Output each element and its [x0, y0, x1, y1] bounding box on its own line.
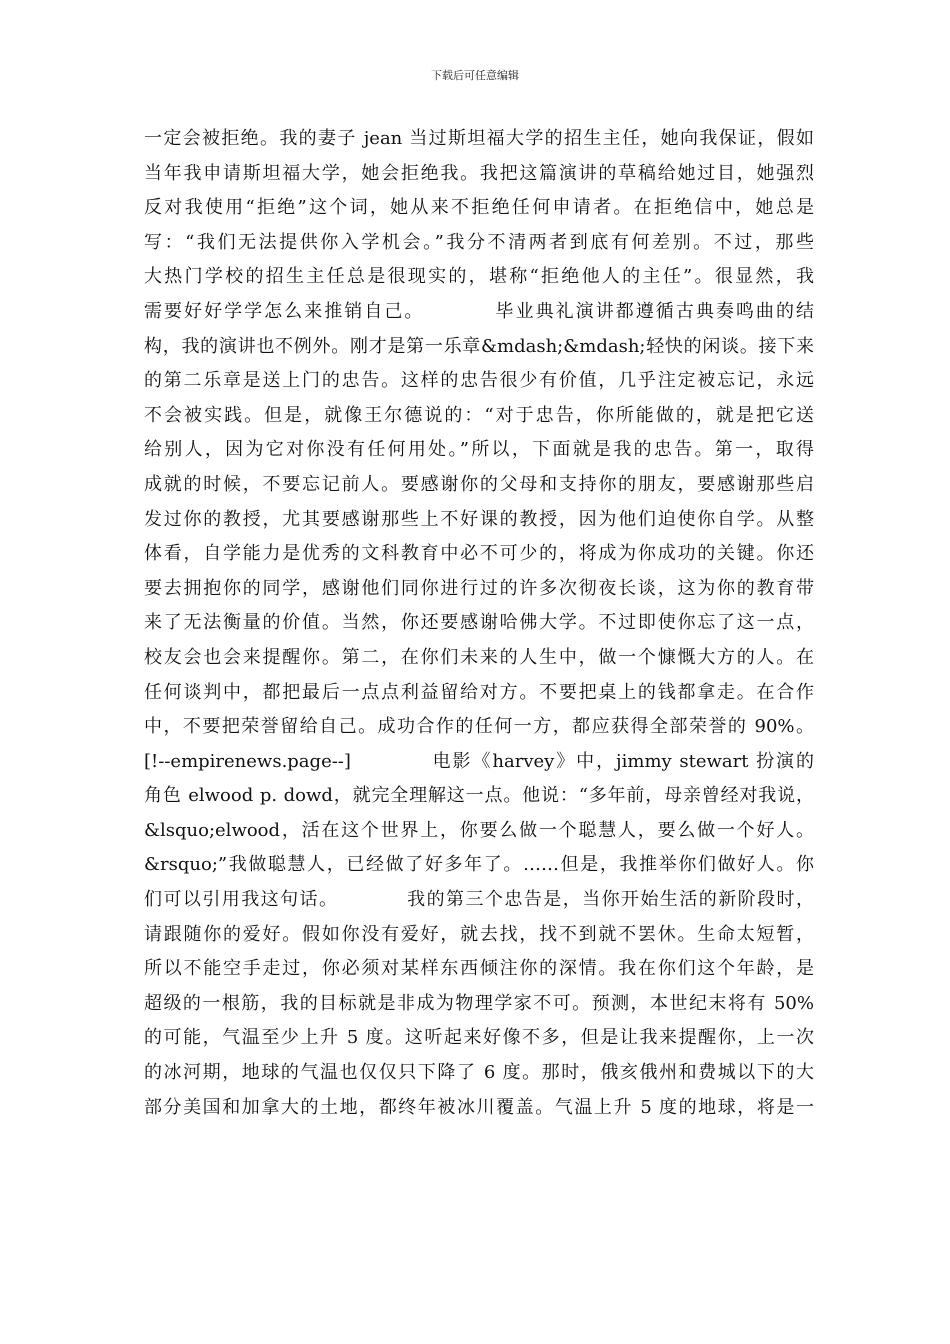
text-line: 体看，自学能力是优秀的文科教育中必不可少的，将成为你成功的关键。你还 [144, 543, 814, 565]
text-line: 给别人，因为它对你没有任何用处。”所以，下面就是我的忠告。第一，取得 [144, 439, 814, 461]
text-line: 发过你的教授，尤其要感谢那些上不好课的教授，因为他们迫使你自学。从整 [144, 508, 814, 530]
text-line: &rsquo;”我做聪慧人，已经做了好多年了。……但是，我推举你们做好人。你 [144, 854, 814, 876]
text-line: 校友会也会来提醒你。第二，在你们未来的人生中，做一个慷慨大方的人。在 [144, 646, 814, 668]
text-line: 角色 elwood p. dowd，就完全理解这一点。他说：“多年前，母亲曾经对我说， [144, 785, 814, 807]
text-line: 写：“我们无法提供你入学机会。”我分不清两者到底有何差别。不过，那些 [144, 231, 814, 253]
text-line: 来了无法衡量的价值。当然，你还要感谢哈佛大学。不过即使你忘了这一点， [144, 612, 814, 634]
text-line: 成就的时候，不要忘记前人。要感谢你的父母和支持你的朋友，要感谢那些启 [144, 473, 814, 495]
text-line: [!--empirenews.page--] 电影《harvey》中，jimmy stewart 扮演的 [144, 750, 814, 772]
text-line: 要去拥抱你的同学，感谢他们同你进行过的许多次彻夜长谈，这为你的教育带 [144, 577, 814, 599]
text-line: 反对我使用“拒绝”这个词，她从来不拒绝任何申请者。在拒绝信中，她总是 [144, 197, 814, 219]
text-line: 一定会被拒绝。我的妻子 jean 当过斯坦福大学的招生主任，她向我保证，假如 [144, 128, 814, 149]
text-line: 大热门学校的招生主任总是很现实的，堪称“拒绝他人的主任”。很显然，我 [144, 266, 814, 288]
text-line: 中，不要把荣誉留给自己。成功合作的任何一方，都应获得全部荣誉的 90%。 [144, 716, 814, 738]
text-line: 需要好好学学怎么来推销自己。 毕业典礼演讲都遵循古典奏鸣曲的结 [144, 300, 814, 322]
text-line: 的第二乐章是送上门的忠告。这样的忠告很少有价值，几乎注定被忘记，永远 [144, 370, 814, 392]
text-line: 请跟随你的爱好。假如你没有爱好，就去找，找不到就不罢休。生命太短暂， [144, 923, 814, 945]
text-line: 任何谈判中，都把最后一点点利益留给对方。不要把桌上的钱都拿走。在合作 [144, 681, 814, 703]
text-line: 部分美国和加拿大的土地，都终年被冰川覆盖。气温上升 5 度的地球，将是一 [144, 1096, 814, 1118]
text-line: 当年我申请斯坦福大学，她会拒绝我。我把这篇演讲的草稿给她过目，她强烈 [144, 162, 814, 184]
text-line: 超级的一根筋，我的目标就是非成为物理学家不可。预测，本世纪末将有 50% [144, 992, 814, 1014]
text-line: 所以不能空手走过，你必须对某样东西倾注你的深情。我在你们这个年龄，是 [144, 958, 814, 980]
text-line: &lsquo;elwood，活在这个世界上，你要么做一个聪慧人，要么做一个好人。 [144, 819, 814, 841]
text-line: 构，我的演讲也不例外。刚才是第一乐章&mdash;&mdash;轻快的闲谈。接下来 [144, 335, 814, 357]
page-header: 下载后可任意编辑 [431, 69, 519, 82]
text-line: 的冰河期，地球的气温也仅仅只下降了 6 度。那时，俄亥俄州和费城以下的大 [144, 1062, 814, 1084]
text-line: 不会被实践。但是，就像王尔德说的：“对于忠告，你所能做的，就是把它送 [144, 404, 814, 426]
text-line: 们可以引用我这句话。 我的第三个忠告是，当你开始生活的新阶段时， [144, 889, 814, 911]
body-text [144, 122, 814, 1125]
text-line: 的可能，气温至少上升 5 度。这听起来好像不多，但是让我来提醒你，上一次 [144, 1027, 814, 1049]
